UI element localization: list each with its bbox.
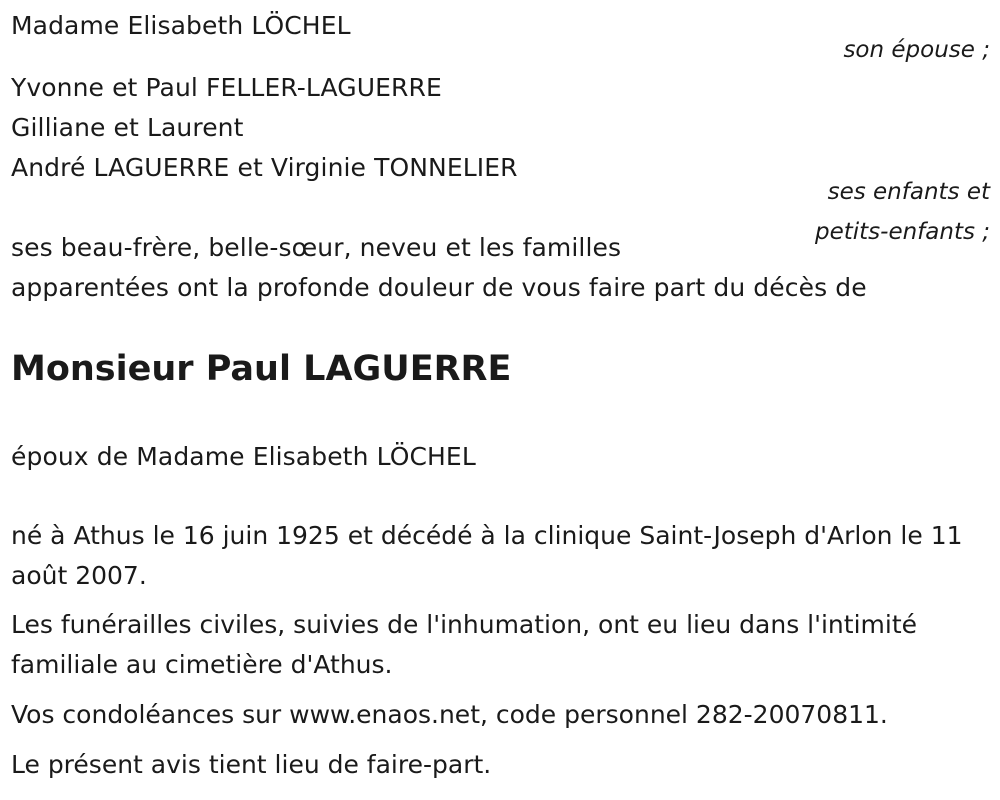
funeral-paragraph: Les funérailles civiles, suivies de l'inhumation, ont eu lieu dans l'intimité familiale au cimetière d'Athus. — [11, 610, 918, 679]
relatives-line-1: ses beau-frère, belle-sœur, neveu et les familles — [11, 233, 622, 262]
children-role-line-2: petits-enfants ; — [814, 219, 990, 245]
spouse-name: Madame Elisabeth LÖCHEL — [11, 11, 351, 40]
spouse-role: son épouse ; — [843, 37, 990, 63]
children-role-line-1: ses enfants et — [827, 179, 990, 205]
child-line-3: André LAGUERRE et Virginie TONNELIER — [11, 153, 518, 182]
deceased-relation: époux de Madame Elisabeth LÖCHEL — [11, 442, 476, 471]
child-line-2: Gilliane et Laurent — [11, 113, 244, 142]
condolences-line: Vos condoléances sur www.enaos.net, code personnel 282-20070811. — [11, 700, 888, 729]
child-line-1: Yvonne et Paul FELLER-LAGUERRE — [11, 73, 442, 102]
birth-death-paragraph: né à Athus le 16 juin 1925 et décédé à la clinique Saint-Joseph d'Arlon le 11 août 2007. — [11, 521, 963, 590]
closing-line: Le présent avis tient lieu de faire-part. — [11, 750, 492, 779]
deceased-name: Monsieur Paul LAGUERRE — [11, 349, 512, 389]
relatives-line-2: apparentées ont la profonde douleur de vous faire part du décès de — [11, 273, 867, 302]
